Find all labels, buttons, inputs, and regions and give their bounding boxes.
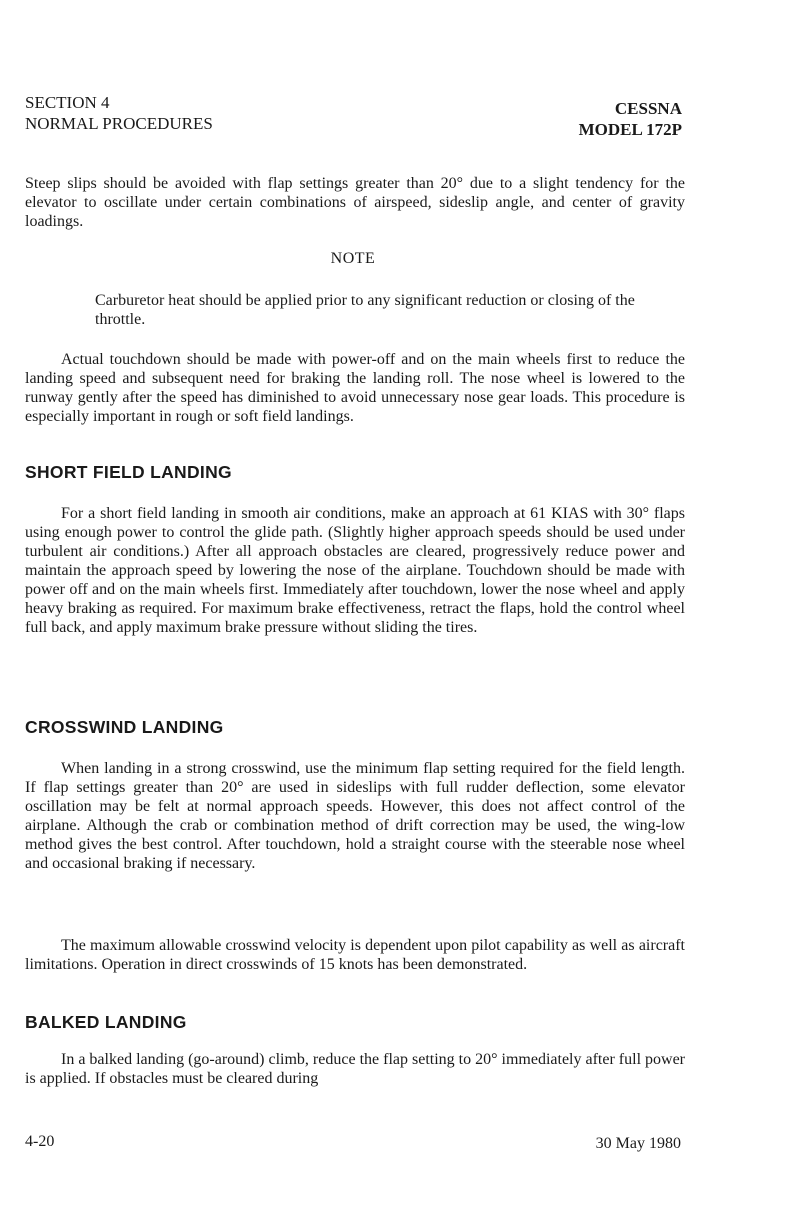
crosswind-paragraph-2: The maximum allowable crosswind velocity is dependent upon pilot capability as well as aircraft limitations. Operation in direct crosswinds of 15 knots has been demonstrated. [25,937,685,973]
model-name: MODEL 172P [578,120,682,139]
balked-landing-paragraph: In a balked landing (go-around) climb, reduce the flap setting to 20° immediately after full power is applied. If obstacles must be cleared during [25,1051,685,1087]
note-body: Carburetor heat should be applied prior to any significant reduction or closing of the throttle. [95,292,635,328]
page-number: 4-20 [25,1133,55,1150]
manufacturer-name: CESSNA [614,99,682,118]
crosswind-heading: CROSSWIND LANDING [25,717,224,737]
section-number: SECTION 4 [25,93,110,112]
crosswind-paragraph-1: When landing in a strong crosswind, use the minimum flap setting required for the field length. If flap settings greater than 20° are used in sideslips with full rudder deflection, some elevator oscillation may be felt at normal approach speeds. However, this does not affect control of the airplane. Although the crab or combination method of drift correction may be used, the wing-low method gives the best control. After touchdown, hold a straight course with the steerable nose wheel and occasional braking if necessary. [25,760,685,872]
model-header [579,98,682,140]
balked-landing-heading: BALKED LANDING [25,1012,187,1032]
section-header [25,92,213,134]
note-title: NOTE [330,250,376,267]
short-field-heading: SHORT FIELD LANDING [25,462,232,482]
section-title: NORMAL PROCEDURES [25,114,213,133]
revision-date: 30 May 1980 [595,1135,681,1152]
touchdown-paragraph: Actual touchdown should be made with power-off and on the main wheels first to reduce the landing speed and subsequent need for braking the landing roll. The nose wheel is lowered to the runway gently after the speed has diminished to avoid unnecessary nose gear loads. This procedure is especially important in rough or soft field landings. [25,351,685,425]
steep-slips-paragraph: Steep slips should be avoided with flap settings greater than 20° due to a slight tendency for the elevator to oscillate under certain combinations of airspeed, sideslip angle, and center of gravity loadings. [25,175,685,230]
short-field-paragraph: For a short field landing in smooth air conditions, make an approach at 61 KIAS with 30° flaps using enough power to control the glide path. (Slightly higher approach speeds should be used under turbulent air conditions.) After all approach obstacles are cleared, progressively reduce power and maintain the approach speed by lowering the nose of the airplane. Touchdown should be made with power off and on the main wheels first. Immediately after touchdown, lower the nose wheel and apply heavy braking as required. For maximum brake effectiveness, retract the flaps, hold the control wheel full back, and apply maximum brake pressure without sliding the tires. [25,505,685,636]
